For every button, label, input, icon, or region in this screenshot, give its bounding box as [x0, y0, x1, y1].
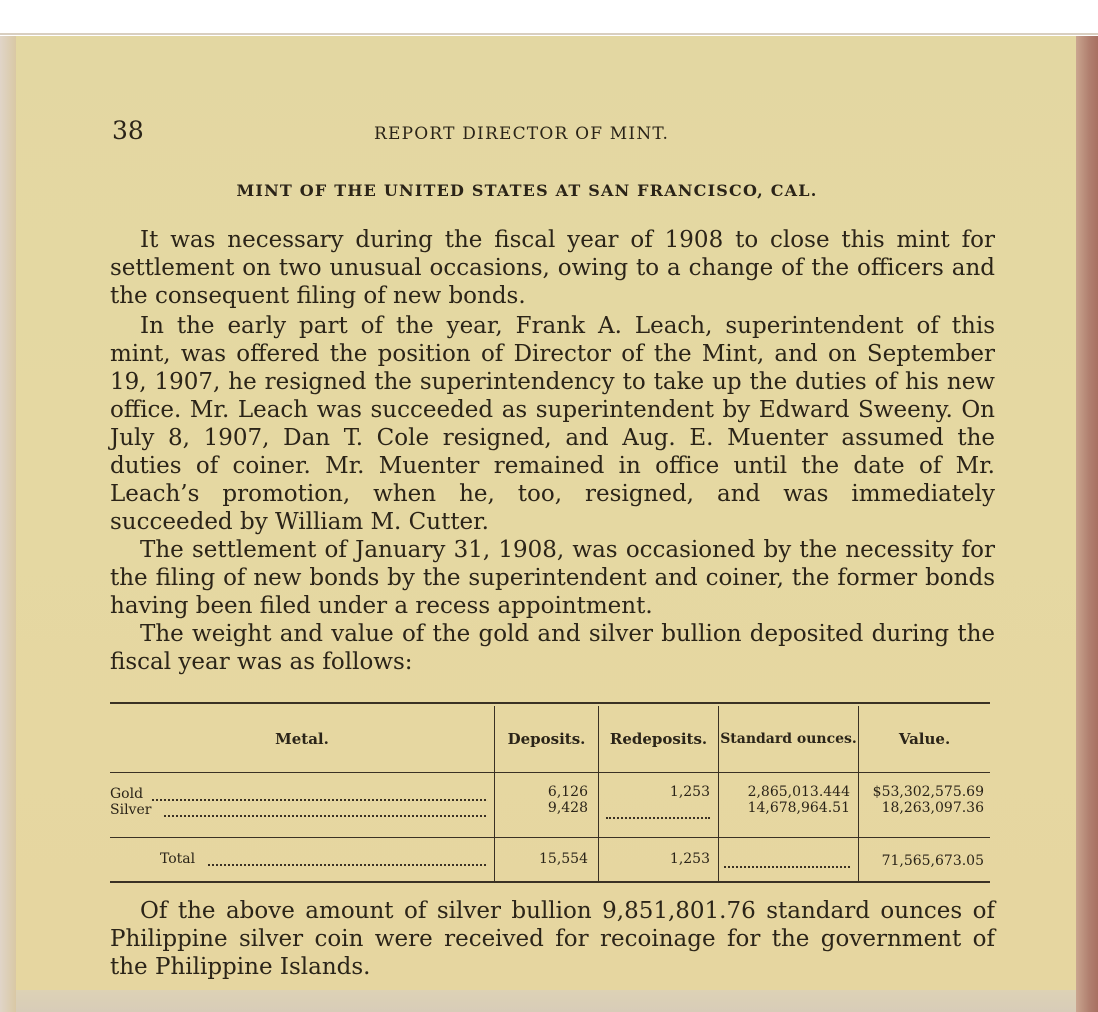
scan-margin-top — [0, 0, 1098, 34]
paragraph-3 — [110, 536, 995, 620]
section-title — [16, 181, 1078, 200]
paragraph-text: Of the above amount of silver bullion 9,851,801.76 standard ounces of Philippine silver coin were received for recoinage for the government of the Philippine Islands. — [110, 898, 995, 980]
column-header-standard-ounces: Standard ounces. — [720, 730, 857, 747]
table-row-gold-metal: Gold — [110, 786, 144, 802]
table-row-gold-standard-ounces: 2,865,013.444 — [747, 784, 850, 800]
column-header-redeposits: Redeposits. — [609, 729, 708, 748]
page-bottom-band — [16, 990, 1076, 1012]
paragraph-text: The settlement of January 31, 1908, was occasioned by the necessity for the filing of new bonds by the superintendent and coiner, the former bonds having been filed under a recess appointment. — [110, 537, 995, 619]
table-bottom-rule — [110, 881, 990, 883]
closing-paragraph — [110, 897, 995, 981]
column-header-deposits: Deposits. — [507, 729, 586, 748]
dot-leader — [724, 866, 850, 868]
dot-leader — [152, 799, 486, 801]
dot-leader — [606, 817, 710, 819]
dot-leader — [164, 815, 486, 817]
paragraph-text: It was necessary during the fiscal year of 1908 to close this mint for settlement on two unusual occasions, owing to a change of the officers and the consequent filing of new bonds. — [110, 227, 995, 309]
table-row-gold-redeposits: 1,253 — [669, 784, 710, 800]
column-header-metal: Metal. — [275, 729, 329, 748]
header-rule — [110, 772, 990, 773]
table-row-silver-deposits: 9,428 — [547, 800, 588, 816]
table-row-silver-standard-ounces: 14,678,964.51 — [747, 800, 850, 816]
page-edge-right — [1076, 36, 1098, 1012]
running-head: REPORT DIRECTOR OF MINT. — [374, 124, 670, 144]
table-row-silver-value: 18,263,097.36 — [881, 800, 984, 816]
table-top-rule — [110, 702, 990, 704]
table-total-label: Total — [160, 851, 196, 867]
table-total-value: 71,565,673.05 — [881, 853, 984, 869]
paragraph-1 — [110, 226, 995, 310]
section-title-text: MINT OF THE UNITED STATES AT SAN FRANCISCO, CAL. — [236, 181, 818, 200]
page-edge-left — [0, 36, 16, 1012]
paragraph-text: In the early part of the year, Frank A. Leach, superintendent of this mint, was offered the position of Director of the Mint, and on September 19, 1907, he resigned the superintendency to take up the duties of his new office. Mr. Leach was succeeded as superintendent by Edward Sweeny. On July 8, 1907, Dan T. Cole resigned, and Aug. E. Muenter assumed the duties of coiner. Mr. Muenter remained in office until the date of Mr. Leach’s promotion, when he, too, resigned, and was immediately succeeded by William M. Cutter. — [110, 313, 995, 535]
paragraph-text: The weight and value of the gold and silver bullion deposited during the fiscal year was as follows: — [110, 621, 995, 675]
column-header-value: Value. — [898, 729, 951, 748]
scan-edge-line — [0, 33, 1098, 35]
document-page — [16, 36, 1078, 1012]
bullion-table — [110, 706, 990, 883]
paragraph-2 — [110, 312, 995, 536]
page-number: 38 — [112, 116, 144, 145]
table-row-gold-value: $53,302,575.69 — [872, 784, 984, 800]
table-total-redeposits: 1,253 — [669, 851, 710, 867]
table-row-gold-deposits: 6,126 — [547, 784, 588, 800]
paragraph-4 — [110, 620, 995, 676]
table-row-silver-metal: Silver — [110, 802, 152, 818]
table-total-deposits: 15,554 — [539, 851, 588, 867]
dot-leader — [208, 864, 486, 866]
total-rule — [110, 837, 990, 838]
